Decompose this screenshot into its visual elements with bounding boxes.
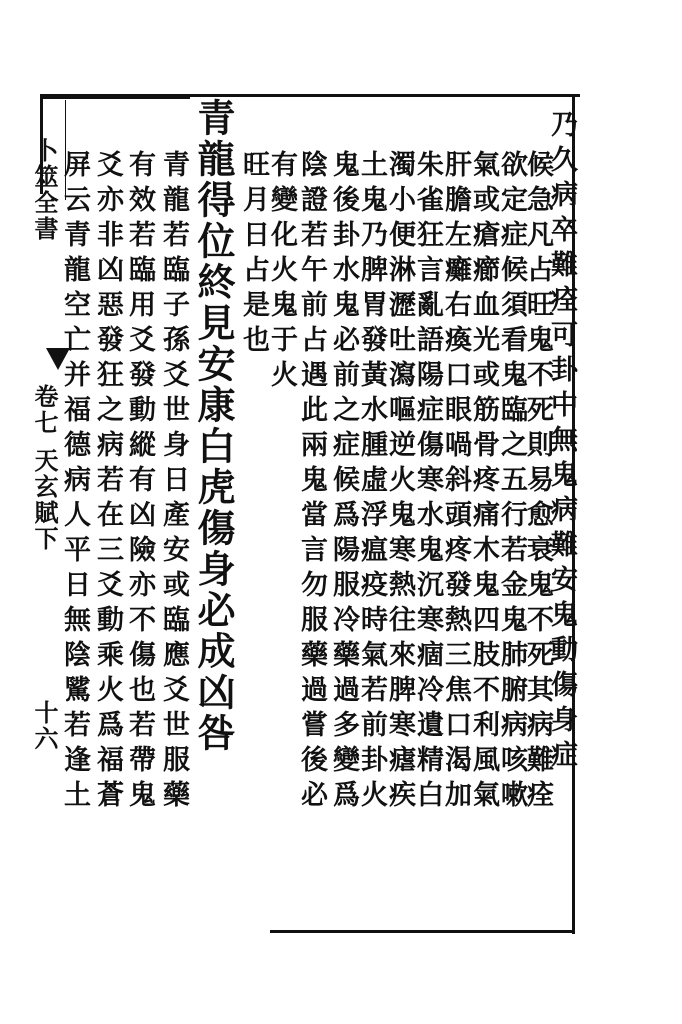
bottom-border [270,930,575,933]
margin-page-number: 十六 [30,700,59,752]
commentary-col-3: 爻亦非凶惡發狂之病若在三爻動乘火爲福蒼 [92,150,123,815]
commentary-col-4: 屏云青龍空亡并福德病人平日無陰騭若逢土 [59,150,90,815]
margin-volume: 卷七 [30,384,59,436]
text-col-11: 有變化火鬼于火 [266,150,297,395]
margin-chapter: 天玄賦下 [30,448,59,552]
commentary-col-1: 青龍若臨子孫爻世身日產安或臨應爻世服藥 [158,150,189,815]
top-border-left [40,97,190,99]
text-col-10: 陰證若午前占遇此兩鬼當言勿服藥過嘗後必 [296,150,327,815]
text-col-8: 土鬼乃脾胃發黃水腫虛浮瘟疫時氣若前卦火 [356,150,387,815]
text-col-1: 乃久病卒難痊可卦中無鬼病難安鬼動傷身症 [546,110,577,775]
text-col-9: 鬼後卦水鬼必前之症候爲陽服冷藥過多變爲 [328,150,359,815]
margin-book-title: 卜筮全書 [30,138,59,242]
text-col-7: 濁小便淋瀝吐瀉嘔逆火鬼寒熱往來脾寒瘧疾 [384,150,415,815]
main-heading: 青龍得位終見安康白虎傷身必成凶咎 [191,98,236,754]
text-col-12: 旺月日占是也 [238,150,269,360]
text-col-4: 氣或瘡癤血光或筋骨疼痛木鬼四肢不利風氣 [468,150,499,815]
text-col-3: 欲定症候須看鬼臨之五行若金鬼肺腑病咳嗽 [496,150,527,815]
text-col-6: 朱雀狂言亂語陽症傷寒水鬼沉寒痼冷遺精白 [412,150,443,815]
text-col-5: 肝膽左癱右瘓口眼喎斜頭疼發熱三焦口渴加 [440,150,471,815]
text-col-2: 候急凡占旺鬼不死則易愈衰鬼不死其病難痊 [522,150,553,815]
commentary-col-2: 有效若臨用爻發動縱有凶險亦不傷也若帶鬼 [124,150,155,815]
